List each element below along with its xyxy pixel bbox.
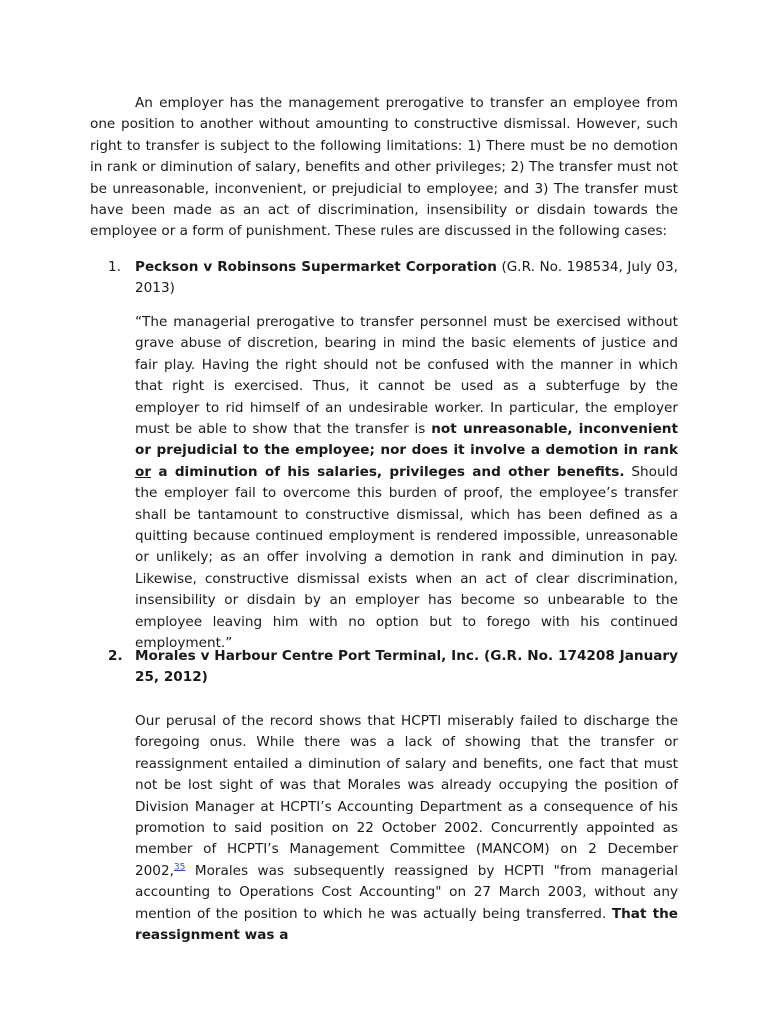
- case-2-quote-text: Our perusal of the record shows that HCPTI miserably failed to discharge the foregoing onus. While there was a lack of showing that the transfer or reassignment entailed a diminution of salary and benefits, one fact that must not be lost sight of was that Morales was already occupying the position of Division Manager at HCPTI’s Accounting Department as a consequence of his promotion to said position on 22 October 2002. Concurrently appointed as member of HCPTI’s Management Committee (MANCOM) on 2 December 2002,: [135, 713, 678, 879]
- case-2-heading: [108, 646, 678, 689]
- case-1-name: Peckson v Robinsons Supermarket Corporation: [135, 259, 497, 275]
- case-2-quote: [135, 711, 678, 946]
- case-1-quote-bold-2: a diminution of his salaries, privileges and other benefits.: [151, 463, 625, 480]
- case-1-number: 1.: [108, 259, 121, 275]
- case-1-citation: (G.R. No. 198534, July 03, 2013): [135, 259, 678, 297]
- case-2-quote-text-2: Morales was subsequently reassigned by HCPTI "from managerial accounting to Operations Cost Accounting" on 27 March 2003, without any mention of the position to which he was actually being transferred.: [135, 862, 678, 922]
- case-1-quote-text-end: Should the employer fail to overcome this burden of proof, the employee’s transfer shall be tantamount to constructive dismissal, which has been defined as a quitting because continued employment is rendered impossible, unreasonable or unlikely; as an offer involving a demotion in rank and diminution in pay. Likewise, constructive dismissal exists when an act of clear discrimination, insensibility or disdain by an employer has become so unbearable to the employee leaving him with no option but to forego with his continued employment.”: [135, 463, 679, 652]
- case-1-quote-text: “The managerial prerogative to transfer personnel must be exercised without grave abuse of discretion, bearing in mind the basic elements of justice and fair play. Having the right should not be confused with the manner in which that right is exercised. Thus, it cannot be used as a subterfuge by the employer to rid himself of an undesirable worker. In particular, the employer must be able to show that the transfer is: [135, 314, 678, 438]
- case-2-number: 2.: [108, 648, 123, 664]
- case-1-quote: [135, 312, 678, 655]
- case-2-title: Morales v Harbour Centre Port Terminal, Inc. (G.R. No. 174208 January 25, 2012): [135, 648, 678, 686]
- intro-paragraph: An employer has the management prerogative to transfer an employee from one position to another without amounting to constructive dismissal. However, such right to transfer is subject to the following limitations: 1) There must be no demotion in rank or diminution of salary, benefits and other privileges; 2) The transfer must not be unreasonable, inconvenient, or prejudicial to employee; and 3) The transfer must have been made as an act of discrimination, insensibility or disdain towards the employee or a form of punishment. These rules are discussed in the following cases:: [90, 95, 678, 240]
- case-1-quote-bold-or: or: [135, 463, 152, 480]
- case-1-heading: [108, 257, 678, 300]
- case-1-quote-bold-1: not unreasonable, inconvenient or prejudicial to the employee; nor does it involve a demotion in rank: [135, 421, 678, 459]
- case-2-quote-bold: That the reassignment was a: [135, 905, 679, 944]
- footnote-link-35[interactable]: 35: [173, 862, 186, 873]
